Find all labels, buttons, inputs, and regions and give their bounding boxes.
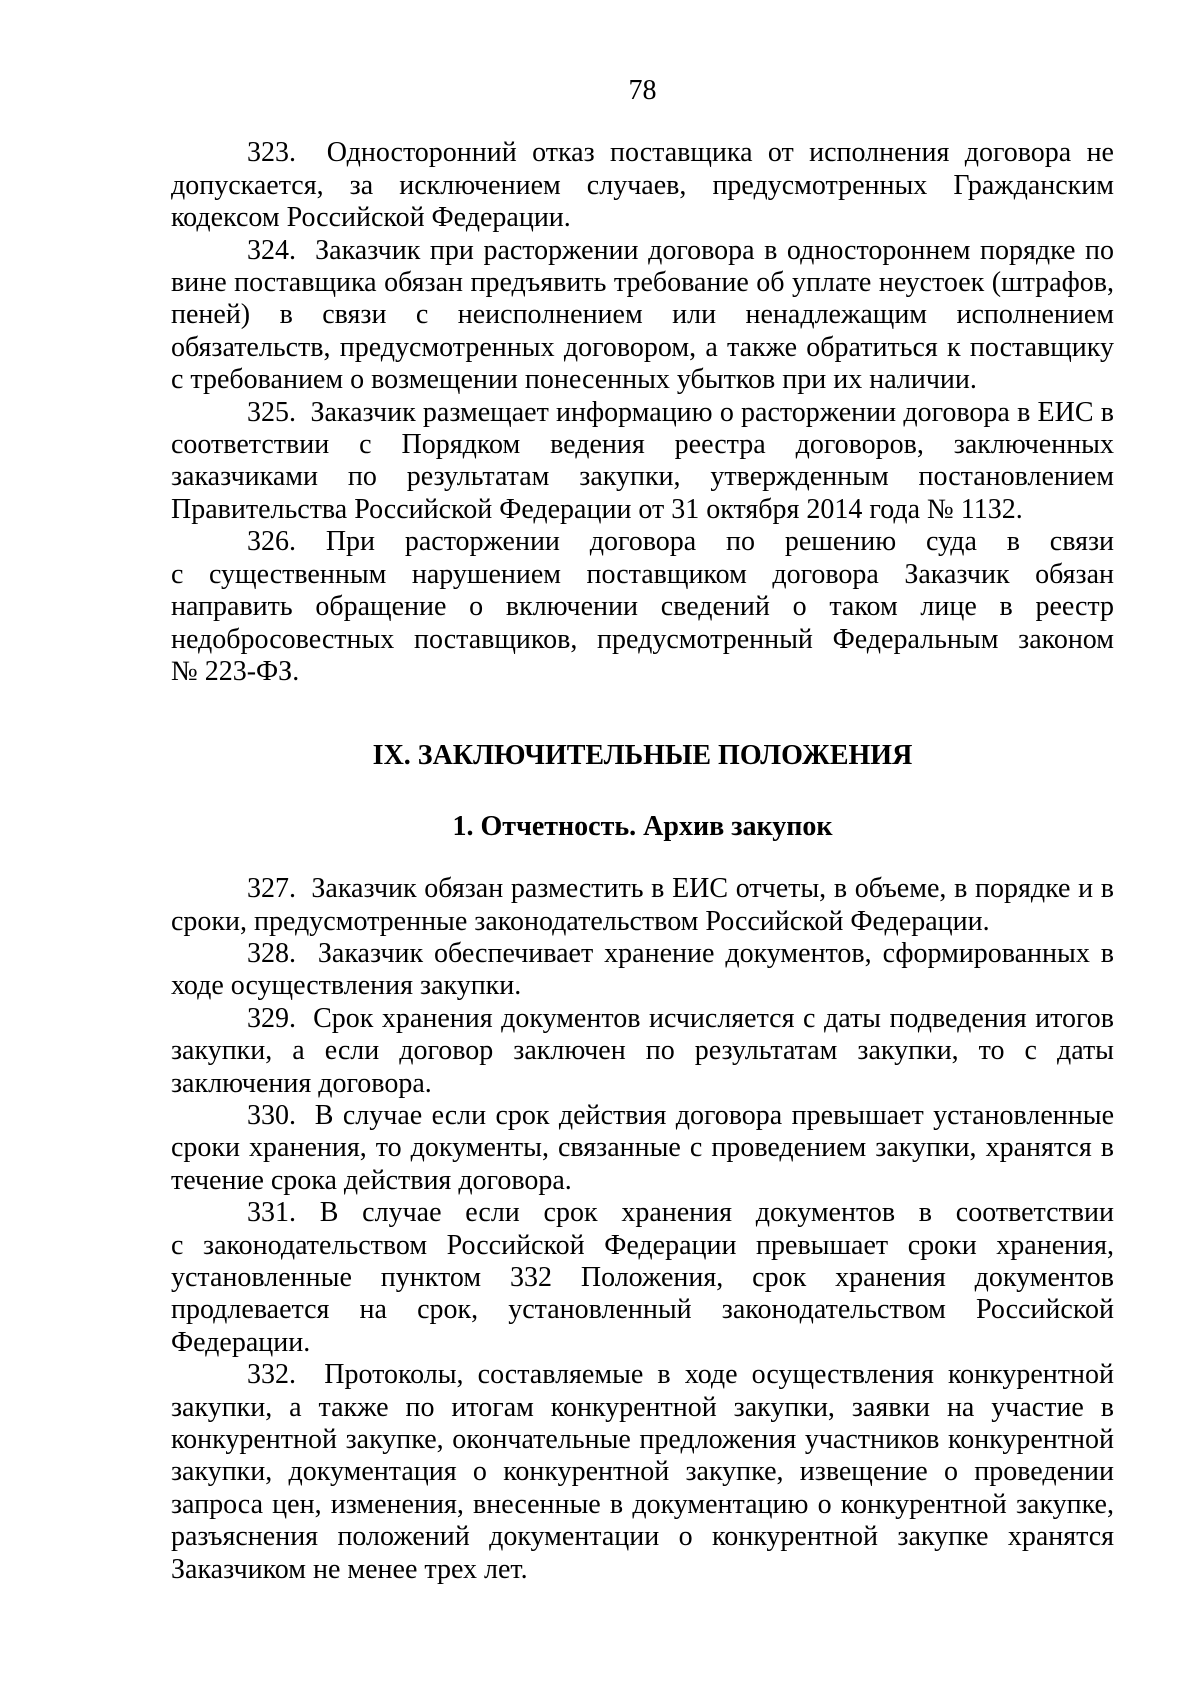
page-number: 78: [628, 75, 657, 106]
chapter-heading: IX. ЗАКЛЮЧИТЕЛЬНЫЕ ПОЛОЖЕНИЯ: [372, 740, 913, 772]
section-heading: 1. Отчетность. Архив закупок: [452, 810, 833, 842]
paragraph-332: 332. Протоколы, составляемые в ходе осуществления конкурентной закупки, а также по итогам конкурентной закупки, заявки на участие в конкурентной закупке, окончательные предложения участников конкурентной закупки, документация о конкурентной закупке, извещение о проведении запроса цен, изменения, внесенные в документацию о конкурентной закупке, разъяснения положений документации о конкурентной закупке хранятся Заказчиком не менее трех лет.: [171, 1359, 1114, 1585]
paragraph-325: 325. Заказчик размещает информацию о расторжении договора в ЕИС в соответствии с Порядком ведения реестра договоров, заключенных заказчиками по результатам закупки, утвержденным постановлением Правительства Российской Федерации от 31 октября 2014 года № 1132.: [171, 396, 1114, 525]
paragraph-324: 324. Заказчик при расторжении договора в одностороннем порядке по вине поставщика обязан предъявить требование об уплате неустоек (штрафов, пеней) в связи с неисполнением или ненадлежащим исполнением обязательств, предусмотренных договором, а также обратиться к поставщику с требованием о возмещении понесенных убытков при их наличии.: [171, 234, 1114, 396]
paragraph-327: 327. Заказчик обязан разместить в ЕИС отчеты, в объеме, в порядке и в сроки, предусмотренные законодательством Российской Федерации.: [171, 873, 1114, 937]
paragraph-323: 323. Односторонний отказ поставщика от исполнения договора не допускается, за исключением случаев, предусмотренных Гражданским кодексом Российской Федерации.: [171, 137, 1114, 234]
paragraph-326: 326. При расторжении договора по решению суда в связи с существенным нарушением поставщиком договора Заказчик обязан направить обращение о включении сведений о таком лице в реестр недобросовестных поставщиков, предусмотренный Федеральным законом № 223-ФЗ.: [171, 526, 1114, 687]
paragraph-328: 328. Заказчик обеспечивает хранение документов, сформированных в ходе осуществления закупки.: [171, 937, 1114, 1002]
paragraph-331: 331. В случае если срок хранения документов в соответствии с законодательством Российской Федерации превышает сроки хранения, установленные пунктом 332 Положения, срок хранения документов продлевается на срок, установленный законодательством Российской Федерации.: [171, 1197, 1114, 1358]
paragraph-330: 330. В случае если срок действия договора превышает установленные сроки хранения, то документы, связанные с проведением закупки, хранятся в течение срока действия договора.: [171, 1099, 1114, 1196]
paragraph-329: 329. Срок хранения документов исчисляется с даты подведения итогов закупки, а если договор заключен по результатам закупки, то с даты заключения договора.: [171, 1002, 1114, 1099]
